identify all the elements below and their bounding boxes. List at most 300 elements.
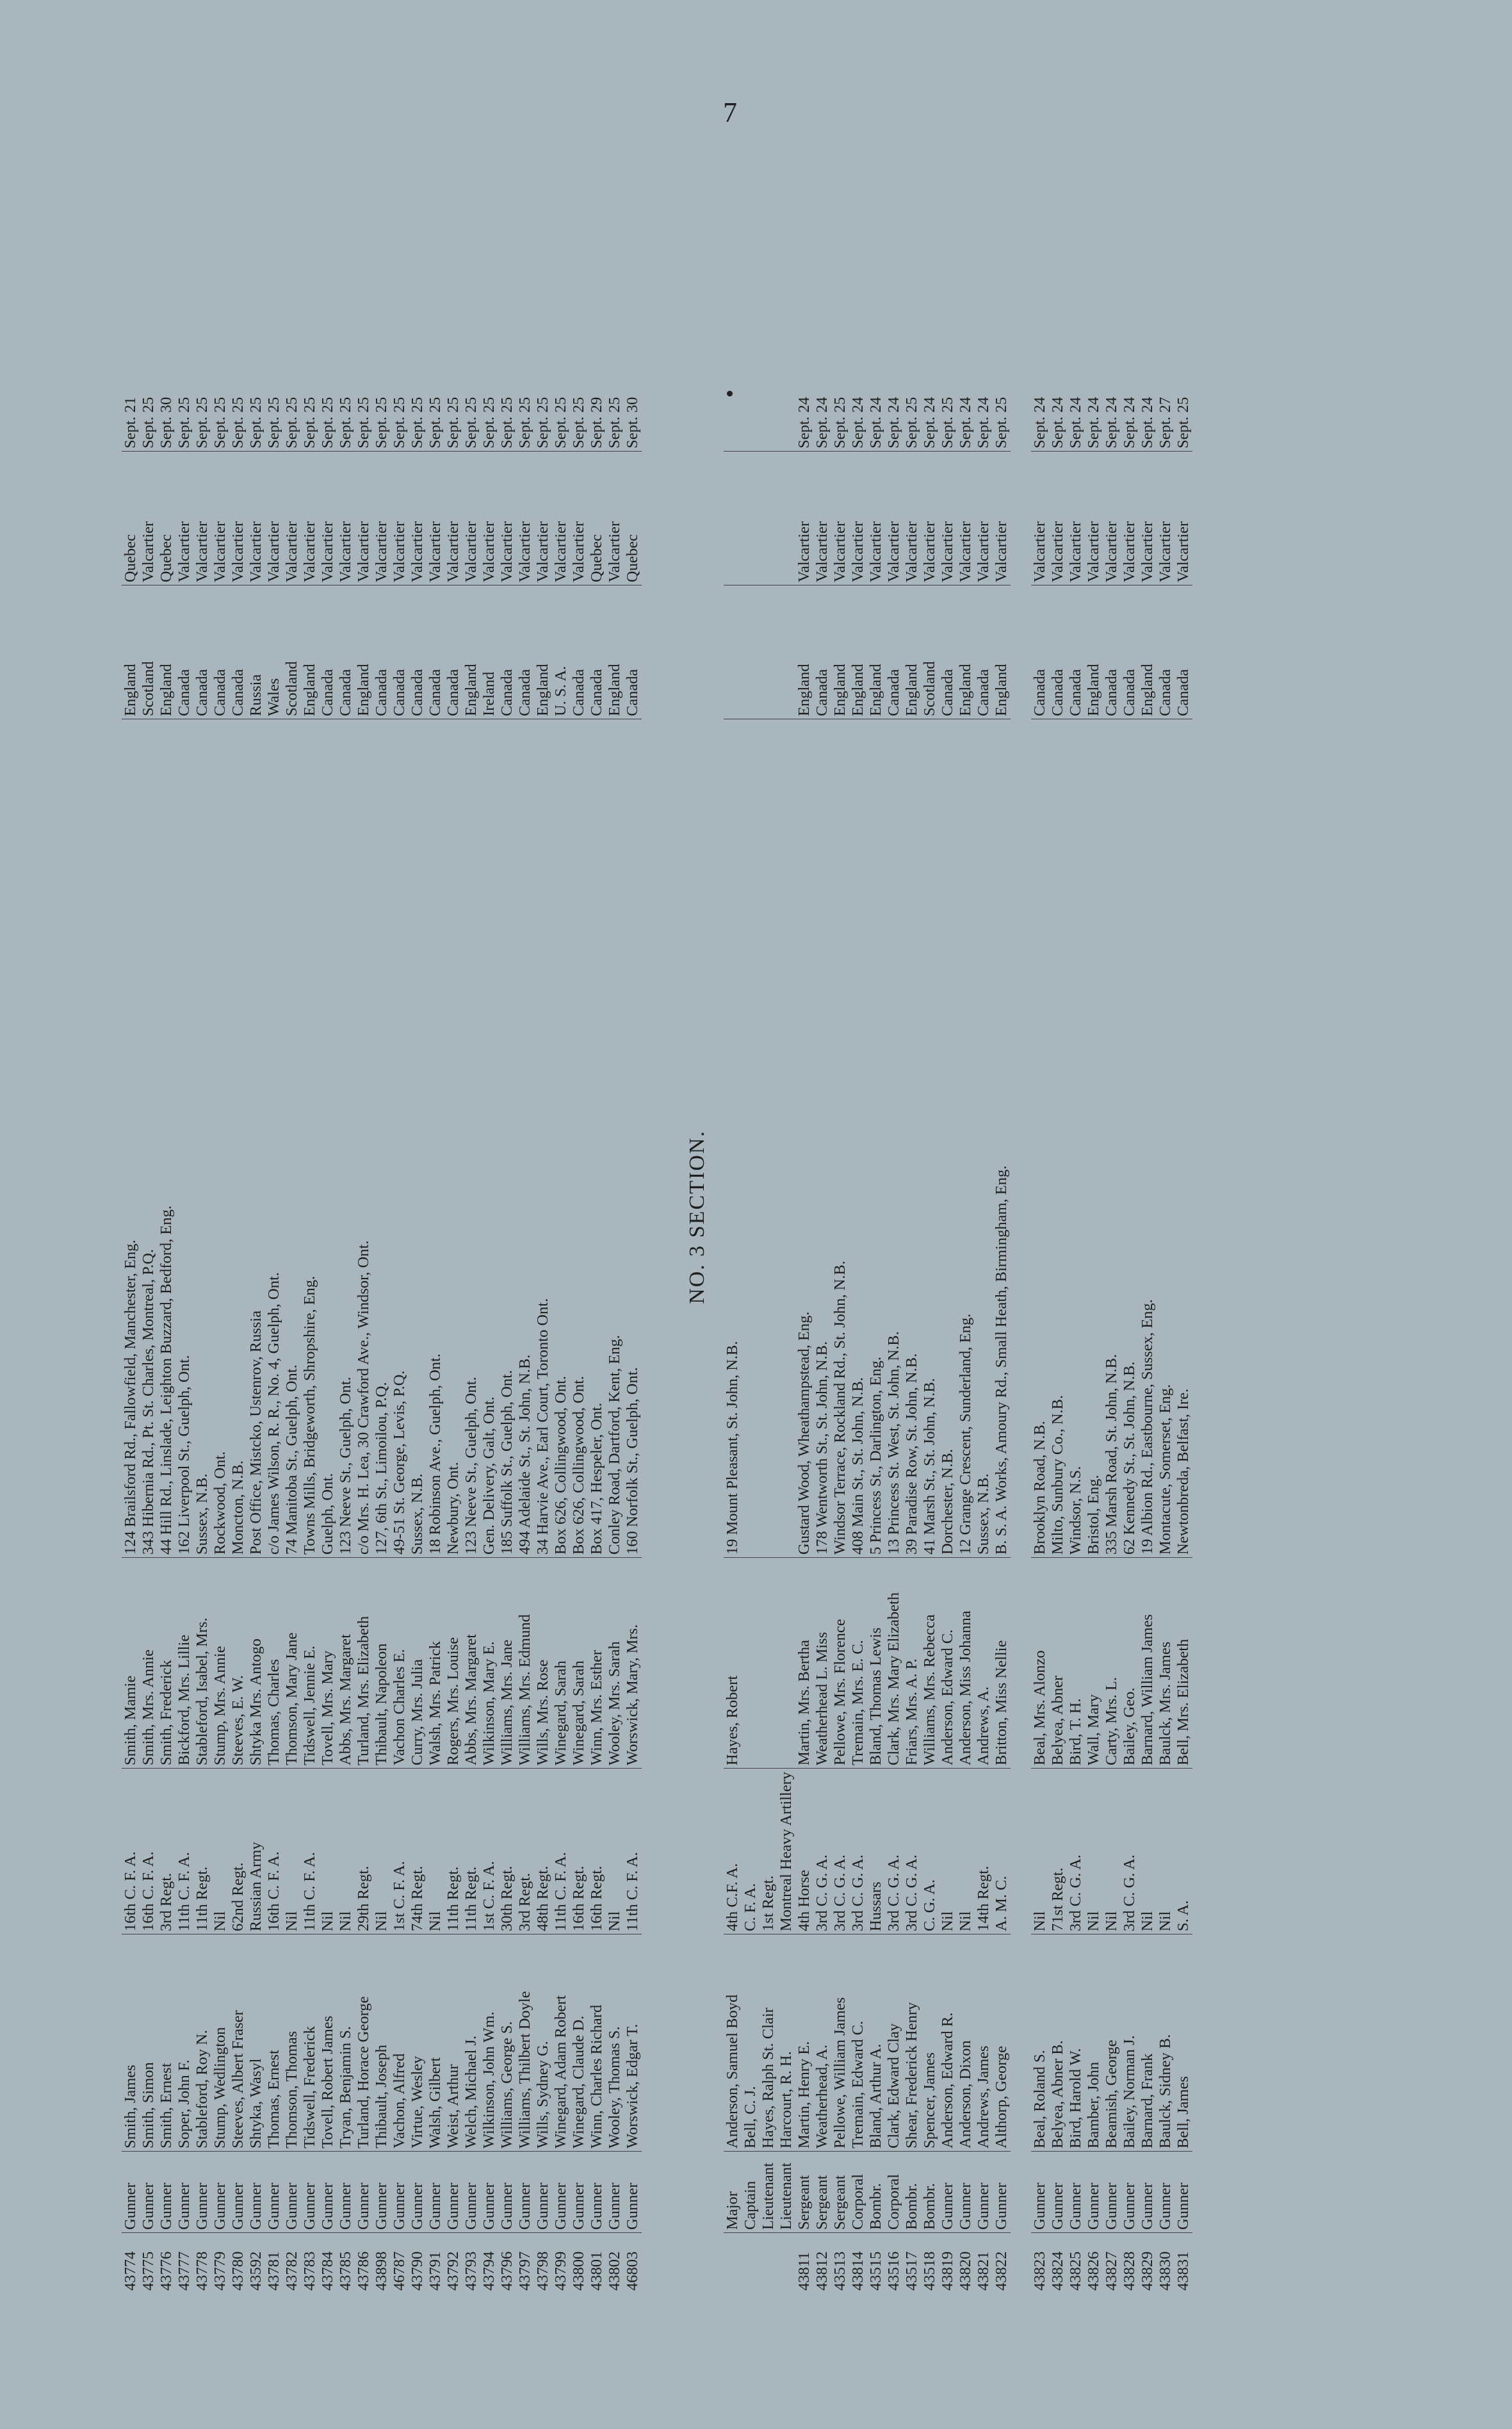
table-cell: Weatherhead L. Miss <box>813 1558 831 1769</box>
table-cell: c/o Mrs. H. Lea, 30 Crawford Ave., Windsor, Ont. <box>355 719 373 1558</box>
table-cell: Wills, Mrs. Rose <box>534 1558 552 1769</box>
table-cell: Corporal <box>849 2152 867 2233</box>
table-cell: Sept. 25 <box>301 356 319 452</box>
table-cell <box>724 452 742 585</box>
table-cell: Valcartier <box>193 452 211 585</box>
table-cell: Gunner <box>427 2152 444 2233</box>
table-cell: 43592 <box>247 2251 264 2291</box>
table-cell: Nil <box>606 1769 624 1934</box>
table-cell: Sergeant <box>795 2152 813 2233</box>
table-cell: 43782 <box>283 2251 300 2291</box>
table-cell: 3rd C. G. A. <box>831 1769 849 1934</box>
table-cell: Worswick, Edgar T. <box>624 1934 642 2152</box>
table-row <box>516 356 534 2293</box>
table-cell: Anderson, Dixon <box>957 1934 975 2152</box>
table-cell: Anderson, Edward R. <box>939 1934 957 2152</box>
table-cell: Friars, Mrs. A. P. <box>903 1558 921 1769</box>
table-cell: 39 Paradise Row, St. John, N.B. <box>903 719 921 1558</box>
table-cell: 11th C. F. A. <box>175 1769 193 1934</box>
table-cell: Bombr. <box>921 2152 939 2233</box>
table-cell: 43792 <box>444 2251 462 2291</box>
table-cell: Sept. 24 <box>867 356 885 452</box>
table-cell: Tidswell, Jennie E. <box>301 1558 319 1769</box>
table-cell: Beal, Mrs. Alonzo <box>1031 1558 1049 1769</box>
table-cell: Gunner <box>606 2152 624 2233</box>
table-cell: Hussars <box>867 1769 885 1934</box>
table-cell: Gunner <box>1103 2152 1121 2233</box>
table-cell: Post Office, Mistcko, Ustenrov, Russia <box>247 719 265 1558</box>
table-cell: Gunner <box>140 2152 158 2233</box>
table-cell: Gunner <box>552 2152 570 2233</box>
table-cell: 43790 <box>409 2251 426 2291</box>
table-cell: Quebec <box>588 452 606 585</box>
table-row <box>1121 356 1139 2293</box>
table-cell: 43796 <box>498 2251 516 2291</box>
table-cell: Bickford, Mrs. Lillie <box>175 1558 193 1769</box>
table-cell: Quebec <box>158 452 175 585</box>
table-cell <box>777 719 795 1558</box>
table-cell: 43517 <box>903 2251 920 2291</box>
table-cell: Sussex, N.B. <box>193 719 211 1558</box>
table-cell: 124 Brailsford Rd., Fallowfield, Manchester, Eng. <box>122 719 140 1558</box>
table-cell: Sept. 25 <box>427 356 444 452</box>
table-cell: Valcartier <box>1085 452 1103 585</box>
table-cell: England <box>122 585 140 719</box>
table-cell: Thibault, Joseph <box>373 1934 391 2152</box>
table-cell: Nil <box>1103 1769 1121 1934</box>
table-cell: Bamber, John <box>1085 1934 1103 2152</box>
table-cell: 43821 <box>975 2251 992 2291</box>
table-cell: Valcartier <box>606 452 624 585</box>
table-cell: 11th C. F. A. <box>552 1769 570 1934</box>
table-cell: 43785 <box>337 2251 354 2291</box>
table-cell: Canada <box>1175 585 1192 719</box>
table-row <box>355 356 373 2293</box>
table-cell: Winegard, Claude D. <box>570 1934 588 2152</box>
table-cell: 4th Horse <box>795 1769 813 1934</box>
table-cell: Gunner <box>1175 2152 1192 2233</box>
table-row <box>831 356 849 2293</box>
table-cell: 43800 <box>570 2251 587 2291</box>
table-cell: 43799 <box>552 2251 569 2291</box>
table-cell: Tryan, Benjamin S. <box>337 1934 355 2152</box>
table-cell: 34 Harvie Ave., Earl Court, Toronto Ont. <box>534 719 552 1558</box>
table-cell: Scotland <box>921 585 939 719</box>
table-row <box>1175 356 1192 2293</box>
table-cell: Milto, Sunbury Co., N.B. <box>1049 719 1067 1558</box>
table-cell: Valcartier <box>831 452 849 585</box>
table-cell: Smith, Mrs. Annie <box>140 1558 158 1769</box>
table-cell: Sept. 24 <box>1085 356 1103 452</box>
table-cell: Gunner <box>301 2152 319 2233</box>
table-cell: 12 Grange Crescent, Sunderland, Eng. <box>957 719 975 1558</box>
table-cell: Rockwood, Ont. <box>211 719 229 1558</box>
table-cell: England <box>831 585 849 719</box>
table-row <box>373 356 391 2293</box>
table-cell: Gunner <box>175 2152 193 2233</box>
table-cell: Valcartier <box>1031 452 1049 585</box>
table-cell: 43794 <box>480 2251 498 2291</box>
table-cell: Valcartier <box>337 452 355 585</box>
table-cell: Valcartier <box>175 452 193 585</box>
table-cell: Canada <box>570 585 588 719</box>
table-cell: Valcartier <box>795 452 813 585</box>
table-cell: Smith, James <box>122 1934 140 2152</box>
table-cell: 11th Regt. <box>193 1769 211 1934</box>
table-cell: Winegard, Adam Robert <box>552 1934 570 2152</box>
table-cell: Canada <box>193 585 211 719</box>
table-row <box>301 356 319 2293</box>
table-cell: 49-51 St. George, Levis, P.Q. <box>391 719 409 1558</box>
table-cell: England <box>355 585 373 719</box>
table-cell: Shear, Frederick Henry <box>903 1934 921 2152</box>
table-cell: 43831 <box>1175 2251 1192 2291</box>
table-cell: B. S. A. Works, Amoury Rd., Small Heath, Birmingham, Eng. <box>993 719 1011 1558</box>
table-cell: England <box>534 585 552 719</box>
table-cell: Winn, Mrs. Esther <box>588 1558 606 1769</box>
table-cell: Gunner <box>534 2152 552 2233</box>
table-cell: Gunner <box>957 2152 975 2233</box>
table-cell: 11th C. F. A. <box>624 1769 642 1934</box>
table-cell <box>777 452 795 585</box>
table-cell: Hayes, Robert <box>724 1558 742 1769</box>
table-cell: Valcartier <box>957 452 975 585</box>
table-cell: 11th Regt. <box>444 1769 462 1934</box>
table-cell: Nil <box>283 1769 301 1934</box>
table-cell: 43811 <box>795 2252 813 2291</box>
table-cell: Sept. 25 <box>319 356 337 452</box>
table-cell: 3rd C. G. A. <box>1121 1769 1139 1934</box>
table-cell: Valcartier <box>516 452 534 585</box>
table-cell: Valcartier <box>939 452 957 585</box>
table-cell: Sept. 25 <box>534 356 552 452</box>
table-cell: 43780 <box>229 2251 247 2291</box>
table-cell: England <box>462 585 480 719</box>
table-cell: Anderson, Edward C. <box>939 1558 957 1769</box>
table-cell: Valcartier <box>975 452 993 585</box>
table-row <box>724 356 742 2293</box>
table-cell: Smith, Simon <box>140 1934 158 2152</box>
table-cell: 43781 <box>265 2251 282 2291</box>
table-cell: Russia <box>247 585 265 719</box>
table-row <box>283 356 301 2293</box>
table-cell: 3rd C. G. A. <box>885 1769 903 1934</box>
table-row <box>193 356 211 2293</box>
table-cell: Gunner <box>122 2152 140 2233</box>
table-cell: Valcartier <box>391 452 409 585</box>
table-cell: Sussex, N.B. <box>975 719 993 1558</box>
table-cell: Winegard, Sarah <box>570 1558 588 1769</box>
table-cell: 48th Regt. <box>534 1769 552 1934</box>
table-cell: Soper, John F. <box>175 1934 193 2152</box>
table-cell: 29th Regt. <box>355 1769 373 1934</box>
table-cell: Valcartier <box>355 452 373 585</box>
table-cell: Canada <box>391 585 409 719</box>
table-cell <box>742 452 760 585</box>
table-cell <box>760 452 777 585</box>
table-cell: Gustard Wood, Wheathampstead, Eng. <box>795 719 813 1558</box>
table-cell: Andrews, A. <box>975 1558 993 1769</box>
table-cell: Bland, Arthur A. <box>867 1934 885 2152</box>
table-cell: Valcartier <box>283 452 301 585</box>
table-cell: 43898 <box>373 2251 390 2291</box>
table-cell: Newtonbreda, Belfast, Ire. <box>1175 719 1192 1558</box>
table-cell: Bell, James <box>1175 1934 1192 2152</box>
table-row <box>229 356 247 2293</box>
table-cell: 13 Princess St. West, St. John, N.B. <box>885 719 903 1558</box>
table-cell: Sept. 25 <box>1175 356 1192 452</box>
table-cell: Valcartier <box>534 452 552 585</box>
table-cell <box>724 356 742 452</box>
table-cell: Valcartier <box>1103 452 1121 585</box>
table-cell: 123 Neeve St., Guelph, Ont. <box>337 719 355 1558</box>
table-cell: Sept. 25 <box>444 356 462 452</box>
table-row <box>1067 356 1085 2293</box>
table-cell: Nil <box>957 1769 975 1934</box>
table-cell: 16th C. F. A. <box>140 1769 158 1934</box>
table-cell: Gunner <box>516 2152 534 2233</box>
table-cell: Valcartier <box>885 452 903 585</box>
table-row <box>903 356 921 2293</box>
table-cell: 43515 <box>867 2251 884 2291</box>
table-cell: Nil <box>319 1769 337 1934</box>
table-cell: Sept. 29 <box>588 356 606 452</box>
table-cell <box>742 719 760 1558</box>
table-row <box>1139 356 1157 2293</box>
table-cell: Martin, Henry E. <box>795 1934 813 2152</box>
table-row <box>624 356 642 2293</box>
table-cell: Vachon, Alfred <box>391 1934 409 2152</box>
table-row <box>480 356 498 2293</box>
table-cell: Steeves, Albert Fraser <box>229 1934 247 2152</box>
table-cell: Turland, Mrs. Elizabeth <box>355 1558 373 1769</box>
table-cell: Valcartier <box>247 452 265 585</box>
table-cell: Box 417, Hespeler, Ont. <box>588 719 606 1558</box>
table-cell: Barnard, William James <box>1139 1558 1157 1769</box>
table-cell: Valcartier <box>480 452 498 585</box>
table-cell: 160 Norfolk St., Guelph, Ont. <box>624 719 642 1558</box>
table-cell: Baulck, Mrs. James <box>1157 1558 1175 1769</box>
table-cell: Valcartier <box>498 452 516 585</box>
table-cell: Stump, Wedlington <box>211 1934 229 2152</box>
table-cell <box>742 356 760 452</box>
table-cell: Gunner <box>1157 2152 1175 2233</box>
table-cell: 43779 <box>211 2251 229 2291</box>
table-row <box>993 356 1011 2293</box>
table-cell: Canada <box>409 585 427 719</box>
roll-table-gunners <box>1031 356 1192 2293</box>
table-cell <box>760 356 777 452</box>
table-cell: 43822 <box>993 2251 1010 2291</box>
table-cell: Valcartier <box>552 452 570 585</box>
table-row <box>1085 356 1103 2293</box>
table-cell: Windsor Terrace, Rockland Rd., St. John, N.B. <box>831 719 849 1558</box>
table-cell: Anderson, Miss Johanna <box>957 1558 975 1769</box>
table-cell: Bell, C. J. <box>742 1934 760 2152</box>
table-cell: Thomson, Mary Jane <box>283 1558 301 1769</box>
table-cell: 43786 <box>355 2251 372 2291</box>
table-cell: Nil <box>373 1769 391 1934</box>
table-cell: Gunner <box>498 2152 516 2233</box>
table-cell: Abbs, Mrs. Margaret <box>462 1558 480 1769</box>
table-row <box>570 356 588 2293</box>
table-cell: Nil <box>939 1769 957 1934</box>
table-cell: Valcartier <box>921 452 939 585</box>
table-cell: Sept. 24 <box>795 356 813 452</box>
table-cell: England <box>301 585 319 719</box>
table-cell: Canada <box>939 585 957 719</box>
table-cell: 16th C. F. A. <box>265 1769 283 1934</box>
table-cell: Walsh, Mrs. Patrick <box>427 1558 444 1769</box>
table-cell: 43513 <box>831 2251 849 2291</box>
table-cell: Canada <box>1157 585 1175 719</box>
table-cell: Shtyka, Wasyl <box>247 1934 265 2152</box>
table-cell: Canada <box>175 585 193 719</box>
table-cell: C. G. A. <box>921 1769 939 1934</box>
table-cell: 178 Wentworth St., St. John, N.B. <box>813 719 831 1558</box>
table-cell: 123 Neeve St., Guelph, Ont. <box>462 719 480 1558</box>
table-cell: Canada <box>211 585 229 719</box>
table-cell: 43827 <box>1103 2251 1120 2291</box>
table-cell: Moncton, N.B. <box>229 719 247 1558</box>
table-cell: Gunner <box>588 2152 606 2233</box>
table-cell: Gunner <box>462 2152 480 2233</box>
table-cell: 3rd C. G. A. <box>849 1769 867 1934</box>
table-cell: Gunner <box>939 2152 957 2233</box>
table-cell: Valcartier <box>903 452 921 585</box>
table-cell: Abbs, Mrs. Margaret <box>337 1558 355 1769</box>
table-cell: Sept. 25 <box>391 356 409 452</box>
table-row <box>760 356 777 2293</box>
table-cell: Smith, Ernest <box>158 1934 175 2152</box>
table-cell: Canada <box>813 585 831 719</box>
table-cell: Gunner <box>1085 2152 1103 2233</box>
table-cell: 41 Marsh St., St. John, N.B. <box>921 719 939 1558</box>
table-cell: Gunner <box>373 2152 391 2233</box>
table-row <box>122 356 140 2293</box>
table-cell: Sept. 25 <box>552 356 570 452</box>
table-cell: Thomson, Thomas <box>283 1934 301 2152</box>
table-cell: Gunner <box>158 2152 175 2233</box>
table-cell: Williams, Thilbert Doyle <box>516 1934 534 2152</box>
table-cell: Stableford, Isabel, Mrs. <box>193 1558 211 1769</box>
table-cell: Gunner <box>624 2152 642 2233</box>
table-row <box>427 356 444 2293</box>
table-cell: 3rd C. G. A. <box>903 1769 921 1934</box>
table-row <box>534 356 552 2293</box>
table-cell: 43814 <box>849 2251 866 2291</box>
table-cell: Gunner <box>337 2152 355 2233</box>
table-cell: Windsor, N.S. <box>1067 719 1085 1558</box>
table-cell: Valcartier <box>1067 452 1085 585</box>
table-cell: 43791 <box>427 2251 444 2291</box>
table-cell: Sept. 25 <box>211 356 229 452</box>
table-cell: Sept. 25 <box>373 356 391 452</box>
table-cell: 43775 <box>140 2251 157 2291</box>
table-cell: 3rd C. G. A. <box>813 1769 831 1934</box>
table-cell: Althorp, George <box>993 1934 1011 2152</box>
table-cell: 74 Manitoba St., Guelph, Ont. <box>283 719 301 1558</box>
table-cell: Valcartier <box>319 452 337 585</box>
table-cell: Lieutenant <box>760 2152 777 2233</box>
table-cell: Canada <box>319 585 337 719</box>
table-cell: Corporal <box>885 2152 903 2233</box>
table-cell: 3rd C. G. A. <box>1067 1769 1085 1934</box>
table-cell: 43776 <box>158 2251 175 2291</box>
table-cell: Gen. Delivery, Galt, Ont. <box>480 719 498 1558</box>
table-cell: Nil <box>427 1769 444 1934</box>
table-cell: Williams, Mrs. Jane <box>498 1558 516 1769</box>
table-cell: England <box>606 585 624 719</box>
table-cell: Thomas, Charles <box>265 1558 283 1769</box>
table-cell: 43823 <box>1031 2251 1048 2291</box>
table-cell: Wills, Sydney G. <box>534 1934 552 2152</box>
table-cell: Martin, Mrs. Bertha <box>795 1558 813 1769</box>
table-cell: 71st Regt. <box>1049 1769 1067 1934</box>
table-cell: Nil <box>1031 1769 1049 1934</box>
table-cell: Winn, Charles Richard <box>588 1934 606 2152</box>
table-cell: Gunner <box>1121 2152 1139 2233</box>
table-cell: Sept. 25 <box>229 356 247 452</box>
table-cell: Gunner <box>355 2152 373 2233</box>
table-cell: C. F. A. <box>742 1769 760 1934</box>
table-cell: Williams, George S. <box>498 1934 516 2152</box>
table-cell: Bailey, Norman J. <box>1121 1934 1139 2152</box>
table-cell: Conley Road, Dartford, Kent, Eng. <box>606 719 624 1558</box>
roll-table-upper <box>122 356 642 2293</box>
table-cell: Sergeant <box>831 2152 849 2233</box>
table-cell: Valcartier <box>462 452 480 585</box>
table-cell: Sept. 24 <box>957 356 975 452</box>
table-cell: 46787 <box>391 2251 408 2291</box>
table-cell: Montacute, Somerset, Eng. <box>1157 719 1175 1558</box>
table-cell: Valcartier <box>1139 452 1157 585</box>
table-cell: Sept. 25 <box>337 356 355 452</box>
table-cell: England <box>993 585 1011 719</box>
table-cell: Wooley, Thomas S. <box>606 1934 624 2152</box>
table-row <box>140 356 158 2293</box>
table-cell: Sept. 24 <box>1139 356 1157 452</box>
table-cell: England <box>903 585 921 719</box>
table-cell: 19 Mount Pleasant, St. John, N.B. <box>724 719 742 1558</box>
table-cell: Dorchester, N.B. <box>939 719 957 1558</box>
table-cell: Gunner <box>391 2152 409 2233</box>
table-cell: Sept. 25 <box>570 356 588 452</box>
table-cell: Andrews, James <box>975 1934 993 2152</box>
table-cell: Gunner <box>229 2152 247 2233</box>
table-cell: Spencer, James <box>921 1934 939 2152</box>
table-cell: 43802 <box>606 2251 623 2291</box>
table-row <box>813 356 831 2293</box>
table-cell: Valcartier <box>849 452 867 585</box>
table-cell: 43516 <box>885 2251 902 2291</box>
table-cell <box>760 1558 777 1769</box>
table-cell: Sept. 24 <box>975 356 993 452</box>
table-cell: 43812 <box>813 2251 831 2291</box>
table-cell: Gunner <box>1139 2152 1157 2233</box>
table-cell: Canada <box>624 585 642 719</box>
table-cell: Gunner <box>444 2152 462 2233</box>
table-cell: Gunner <box>247 2152 265 2233</box>
table-row <box>1049 356 1067 2293</box>
table-cell: England <box>158 585 175 719</box>
table-cell: Major <box>724 2152 742 2233</box>
table-cell: Tremain, Mrs. E. C. <box>849 1558 867 1769</box>
table-row <box>939 356 957 2293</box>
table-cell: S. A. <box>1175 1769 1192 1934</box>
table-cell: 43801 <box>588 2251 605 2291</box>
table-cell: 11th C. F. A. <box>301 1769 319 1934</box>
